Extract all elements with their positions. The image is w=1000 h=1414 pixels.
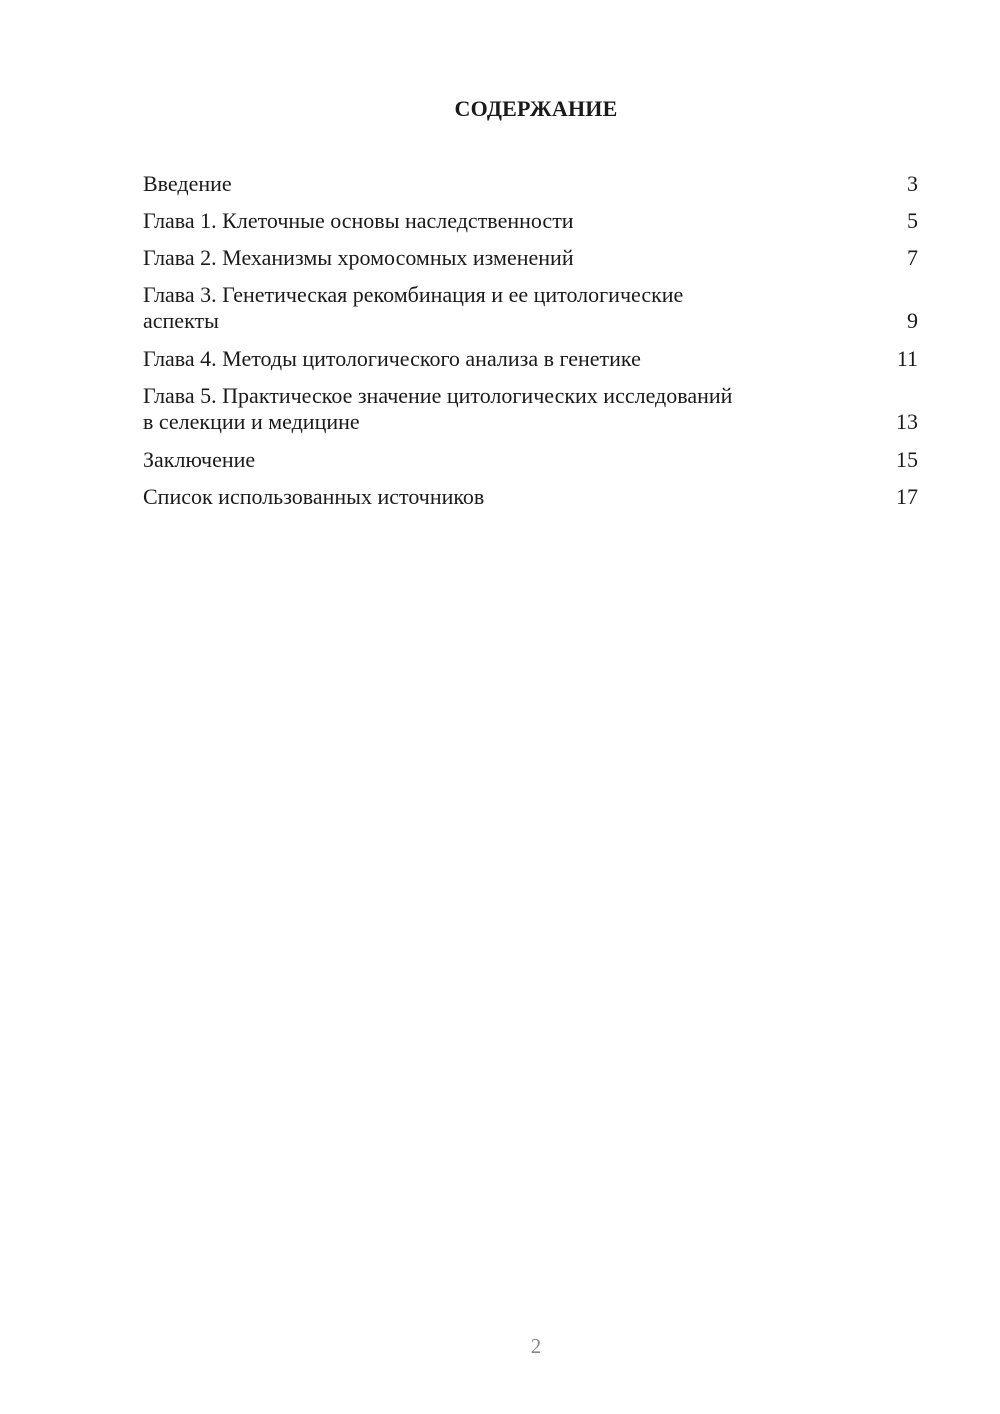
toc-entry-title: Глава 2. Механизмы хромосомных изменений <box>143 245 574 270</box>
toc-entry-chapter-2 <box>143 245 918 271</box>
toc-entry-page: 11 <box>896 346 918 371</box>
toc-entry-chapter-5 <box>143 383 918 435</box>
table-of-contents <box>143 171 918 521</box>
toc-entry-introduction <box>143 171 918 197</box>
toc-entry-title: Список использованных источников <box>143 484 485 509</box>
toc-entry-title: Глава 1. Клеточные основы наследственности <box>143 208 574 233</box>
toc-entry-references <box>143 484 918 510</box>
toc-entry-title: Введение <box>143 171 232 196</box>
toc-heading: СОДЕРЖАНИЕ <box>454 96 618 121</box>
toc-entry-page: 5 <box>907 208 918 233</box>
toc-entry-page: 15 <box>896 447 918 472</box>
toc-entry-title: Глава 5. Практическое значение цитологических исследований в селекции и медицине <box>143 383 733 434</box>
toc-entry-chapter-4 <box>143 346 918 372</box>
toc-entry-page: 13 <box>896 409 918 434</box>
toc-entry-conclusion <box>143 447 918 473</box>
toc-entry-title: Глава 3. Генетическая рекомбинация и ее цитологические аспекты <box>143 282 684 333</box>
page-number: 2 <box>530 1334 542 1358</box>
toc-entry-page: 9 <box>907 308 918 333</box>
toc-entry-page: 7 <box>907 245 918 270</box>
toc-entry-page: 17 <box>896 484 918 509</box>
toc-entry-chapter-3 <box>143 282 918 334</box>
toc-entry-chapter-1 <box>143 208 918 234</box>
toc-entry-title: Глава 4. Методы цитологического анализа в генетике <box>143 346 641 371</box>
toc-entry-page: 3 <box>907 171 918 196</box>
toc-entry-title: Заключение <box>143 447 256 472</box>
